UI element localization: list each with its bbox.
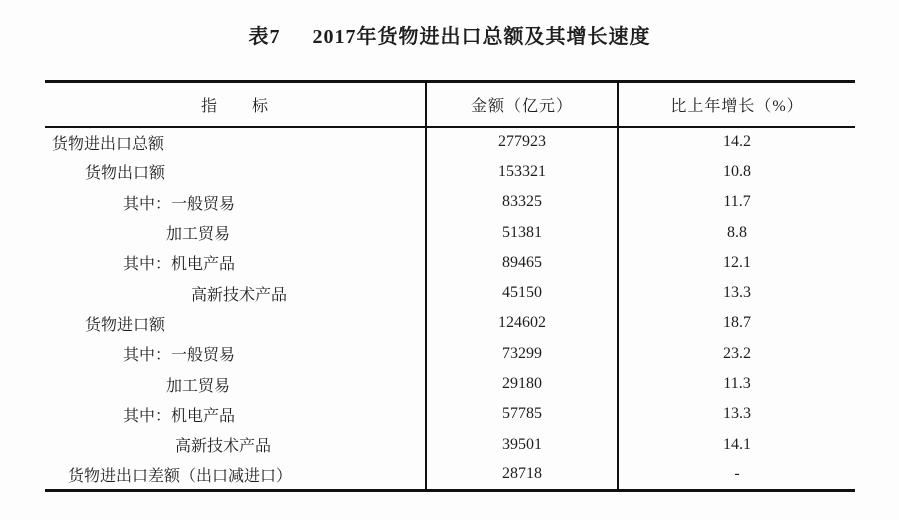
growth-cell: 11.7 — [618, 187, 855, 217]
indicator-cell: 货物进出口总额 — [52, 135, 165, 153]
table-row — [45, 217, 855, 247]
amount-cell: 153321 — [426, 157, 618, 187]
indicator-cell: 其中：机电产品 — [123, 256, 236, 274]
amount-cell: 28718 — [426, 460, 618, 490]
growth-cell: 14.1 — [618, 429, 855, 459]
table-row — [45, 308, 855, 338]
amount-cell: 39501 — [426, 429, 618, 459]
amount-cell: 277923 — [426, 127, 618, 157]
indicator-cell: 高新技术产品 — [175, 438, 272, 456]
indicator-cell: 加工贸易 — [166, 226, 231, 244]
amount-cell: 29180 — [426, 369, 618, 399]
amount-cell: 51381 — [426, 217, 618, 247]
amount-cell: 73299 — [426, 339, 618, 369]
table-header-row — [45, 82, 855, 127]
growth-cell: 23.2 — [618, 339, 855, 369]
growth-cell: - — [618, 460, 855, 490]
amount-cell: 57785 — [426, 399, 618, 429]
indicator-cell: 高新技术产品 — [191, 286, 288, 304]
table-row — [45, 399, 855, 429]
header-amount: 金额（亿元） — [426, 82, 618, 127]
amount-cell: 124602 — [426, 308, 618, 338]
growth-cell: 14.2 — [618, 127, 855, 157]
growth-cell: 12.1 — [618, 248, 855, 278]
growth-cell: 10.8 — [618, 157, 855, 187]
table-body — [45, 127, 855, 491]
table-row — [45, 187, 855, 217]
header-growth: 比上年增长（%） — [618, 82, 855, 127]
growth-cell: 13.3 — [618, 278, 855, 308]
growth-cell: 18.7 — [618, 308, 855, 338]
indicator-cell: 货物出口额 — [85, 165, 166, 183]
table-row — [45, 339, 855, 369]
table-row — [45, 127, 855, 157]
growth-cell: 11.3 — [618, 369, 855, 399]
indicator-cell: 其中：一般贸易 — [123, 195, 236, 213]
table-title-text: 2017年货物进出口总额及其增长速度 — [312, 26, 651, 48]
indicator-cell: 加工贸易 — [166, 377, 231, 395]
amount-cell: 83325 — [426, 187, 618, 217]
table-title — [0, 20, 899, 49]
table-row — [45, 460, 855, 490]
header-indicator: 指 标 — [45, 82, 426, 127]
indicator-cell: 货物进口额 — [85, 316, 166, 334]
table-row — [45, 429, 855, 459]
table-number: 表7 — [248, 26, 281, 48]
goods-trade-table — [45, 80, 855, 492]
table-row — [45, 248, 855, 278]
table-row — [45, 157, 855, 187]
indicator-cell: 其中：一般贸易 — [123, 347, 236, 365]
amount-cell: 89465 — [426, 248, 618, 278]
indicator-cell: 货物进出口差额（出口减进口） — [68, 467, 293, 485]
table-row — [45, 369, 855, 399]
table-row — [45, 278, 855, 308]
growth-cell: 13.3 — [618, 399, 855, 429]
indicator-cell: 其中：机电产品 — [123, 407, 236, 425]
amount-cell: 45150 — [426, 278, 618, 308]
growth-cell: 8.8 — [618, 217, 855, 247]
